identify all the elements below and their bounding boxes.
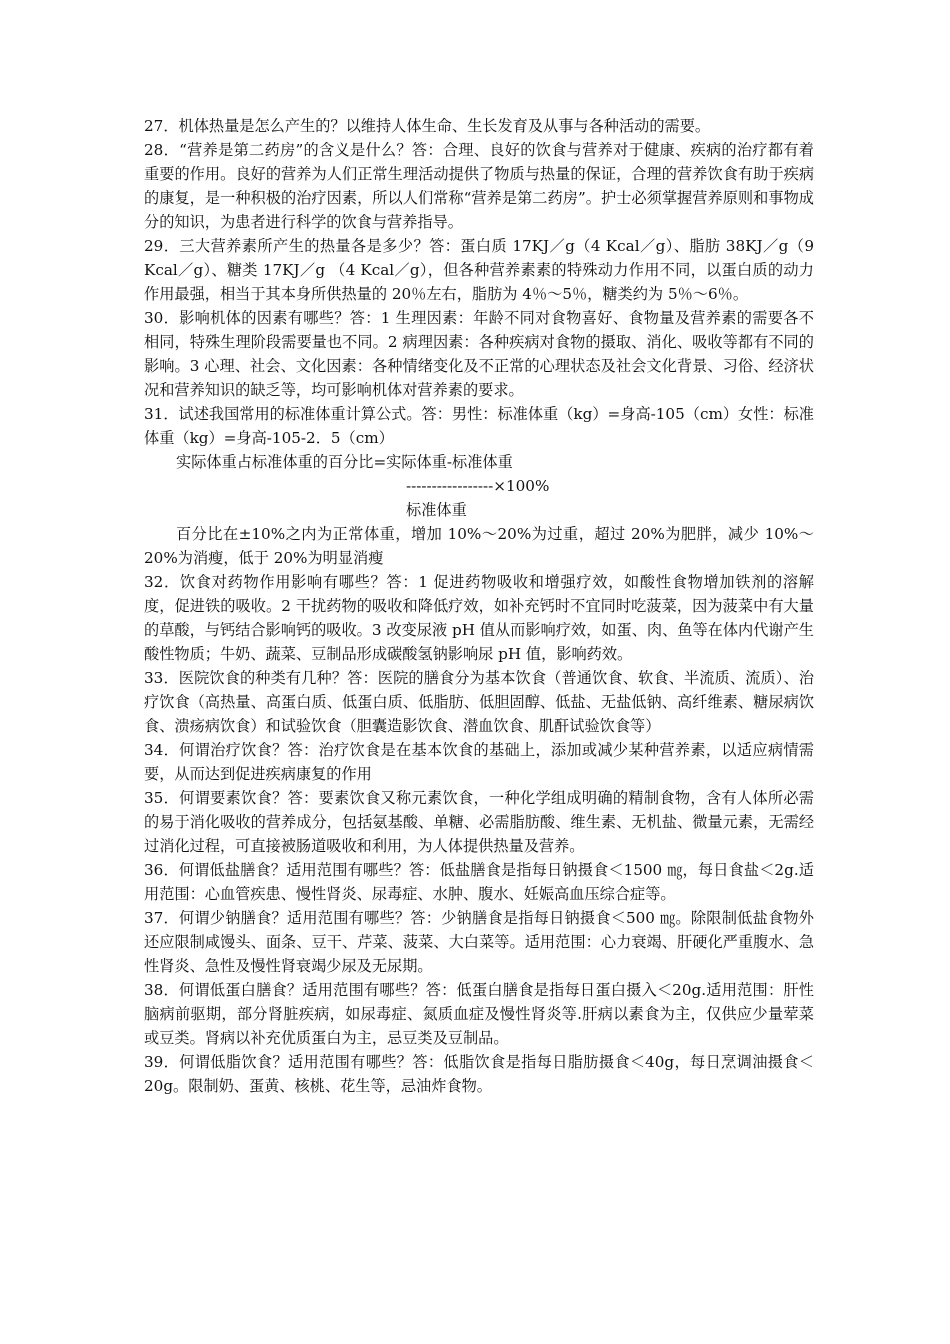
formula-numerator: 实际体重占标准体重的百分比=实际体重-标准体重 [176, 453, 513, 471]
paragraph-36: 36．何谓低盐膳食？适用范围有哪些？答：低盐膳食是指每日钠摄食＜1500 ㎎，每日食盐＜2g.适用范围：心血管疾患、慢性肾炎、尿毒症、水肿、腹水、妊娠高血压综合症等。 [144, 861, 814, 903]
paragraph-39: 39．何谓低脂饮食？适用范围有哪些？答：低脂饮食是指每日脂肪摄食＜40g，每日烹调油摄食＜20g。限制奶、蛋黄、核桃、花生等，忌油炸食物。 [144, 1053, 814, 1095]
paragraph-28: 28．“营养是第二药房”的含义是什么？答：合理、良好的饮食与营养对于健康、疾病的治疗都有着重要的作用。良好的营养为人们正常生理活动提供了物质与热量的保证，合理的营养饮食有助于疾病的康复，是一种积极的治疗因素，所以人们常称“营养是第二药房”。护士必须掌握营养原则和事物成分的知识，为患者进行科学的饮食与营养指导。 [144, 141, 814, 231]
paragraph-38: 38．何谓低蛋白膳食？适用范围有哪些？答：低蛋白膳食是指每日蛋白摄入＜20g.适用范围：肝性脑病前驱期，部分肾脏疾病，如尿毒症、氮质血症及慢性肾炎等.肝病以素食为主，仅供应少量荤菜或豆类。肾病以补充优质蛋白为主，忌豆类及豆制品。 [144, 981, 814, 1047]
paragraph-30: 30．影响机体的因素有哪些？答：1 生理因素：年龄不同对食物喜好、食物量及营养素的需要各不相同，特殊生理阶段需要量也不同。2 病理因素：各种疾病对食物的摄取、消化、吸收等都有不同的影响。3 心理、社会、文化因素：各种情绪变化及不正常的心理状态及社会文化背景、习俗、经济状况和营养知识的缺乏等，均可影响机体对营养素的要求。 [144, 309, 814, 399]
paragraph-35: 35．何谓要素饮食？答：要素饮食又称元素饮食，一种化学组成明确的精制食物，含有人体所必需的易于消化吸收的营养成分，包括氨基酸、单糖、必需脂肪酸、维生素、无机盐、微量元素，无需经过消化过程，可直接被肠道吸收和利用，为人体提供热量及营养。 [144, 789, 814, 855]
document-page [144, 114, 814, 1098]
formula-fraction-line [144, 474, 814, 498]
paragraph-27: 27．机体热量是怎么产生的？以维持人体生命、生长发育及从事与各种活动的需要。 [144, 117, 711, 135]
paragraph-34: 34．何谓治疗饮食？答：治疗饮食是在基本饮食的基础上，添加或减少某种营养素，以适应病情需要，从而达到促进疾病康复的作用 [144, 741, 814, 783]
paragraph-31-note: 百分比在±10%之内为正常体重，增加 10%～20%为过重，超过 20%为肥胖，减少 10%～20%为消瘦，低于 20%为明显消瘦 [144, 525, 814, 567]
paragraph-31: 31．试述我国常用的标准体重计算公式。答：男性：标准体重（kg）=身高-105（cm）女性：标准体重（kg）=身高-105-2．5（cm） [144, 405, 814, 447]
paragraph-32: 32．饮食对药物作用影响有哪些？答：1 促进药物吸收和增强疗效，如酸性食物增加铁剂的溶解度，促进铁的吸收。2 干扰药物的吸收和降低疗效，如补充钙时不宜同时吃菠菜，因为菠菜中有大量的草酸，与钙结合影响钙的吸收。3 改变尿液 pH 值从而影响疗效，如蛋、肉、鱼等在体内代谢产生酸性物质；牛奶、蔬菜、豆制品形成碳酸氢钠影响尿 pH 值，影响药效。 [144, 573, 814, 663]
formula-dashes: -----------------×100% [406, 477, 550, 495]
paragraph-29: 29．三大营养素所产生的热量各是多少？答：蛋白质 17KJ／g（4 Kcal／g）、脂肪 38KJ／g（9 Kcal／g）、糖类 17KJ／g （4 Kcal／g），但各种营养素素的特殊动力作用不同，以蛋白质的动力作用最强，相当于其本身所供热量的 20％左右，脂肪为 4％～5％，糖类约为 5％～6％。 [144, 237, 814, 303]
formula-denominator-line [144, 498, 814, 522]
paragraph-37: 37．何谓少钠膳食？适用范围有哪些？答：少钠膳食是指每日钠摄食＜500 ㎎。除限制低盐食物外还应限制咸馒头、面条、豆干、芹菜、菠菜、大白菜等。适用范围：心力衰竭、肝硬化严重腹水、急性肾炎、急性及慢性肾衰竭少尿及无尿期。 [144, 909, 814, 975]
formula-denominator: 标准体重 [406, 501, 467, 519]
paragraph-33: 33．医院饮食的种类有几种？答：医院的膳食分为基本饮食（普通饮食、软食、半流质、流质）、治疗饮食（高热量、高蛋白质、低蛋白质、低脂肪、低胆固醇、低盐、无盐低钠、高纤维素、糖尿病饮食、溃疡病饮食）和试验饮食（胆囊造影饮食、潜血饮食、肌酐试验饮食等） [144, 669, 814, 735]
